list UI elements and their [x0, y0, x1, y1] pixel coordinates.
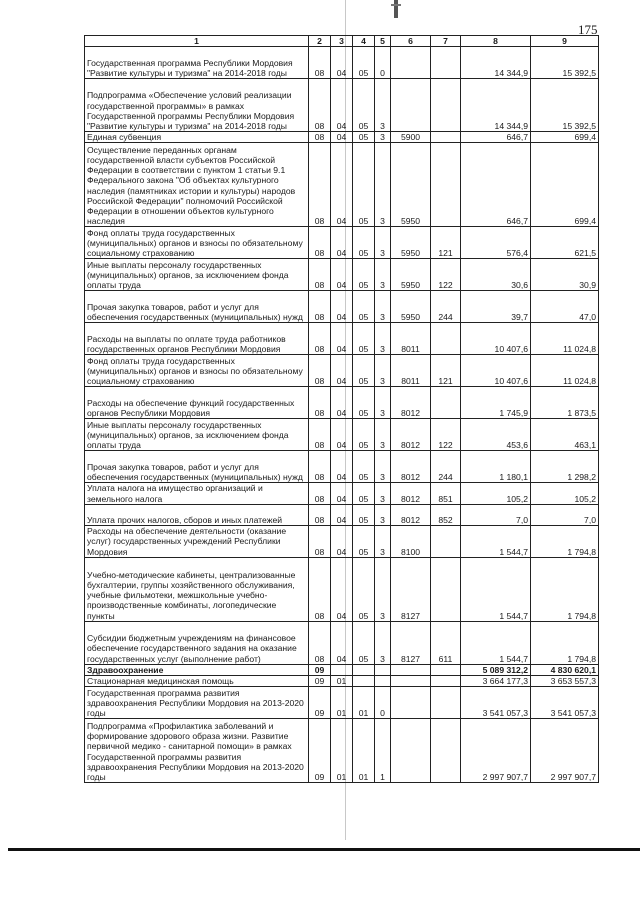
table-cell-subprogram: [375, 676, 391, 687]
table-cell-subsection: 04: [331, 323, 353, 355]
table-cell-target-article: 5900: [391, 132, 431, 143]
table-cell-name: Расходы на обеспечение функций государственных органов Республики Мордовия: [85, 387, 309, 419]
table-cell-section: 08: [309, 132, 331, 143]
table-cell-subprogram: 0: [375, 47, 391, 79]
table-cell-section: 08: [309, 557, 331, 621]
table-cell-expense-type: [431, 143, 461, 227]
table-cell-subsection: 04: [331, 525, 353, 557]
table-cell-amount-year2: 3 653 557,3: [531, 676, 599, 687]
table-cell-subsection: 01: [331, 687, 353, 719]
table-cell-amount-year1: 576,4: [461, 227, 531, 259]
table-cell-amount-year1: 10 407,6: [461, 355, 531, 387]
table-cell-subprogram: 3: [375, 227, 391, 259]
table-row: [85, 323, 599, 355]
table-cell-program: 05: [353, 259, 375, 291]
table-cell-program: 05: [353, 227, 375, 259]
table-cell-amount-year2: 699,4: [531, 143, 599, 227]
table-cell-name: Фонд оплаты труда государственных (муниципальных) органов и взносы по обязательному социальному страхованию: [85, 355, 309, 387]
table-cell-subsection: 04: [331, 259, 353, 291]
table-cell-amount-year1: 2 997 907,7: [461, 719, 531, 783]
table-cell-subsection: 04: [331, 504, 353, 525]
table-row: [85, 387, 599, 419]
table-cell-section: 08: [309, 259, 331, 291]
table-cell-amount-year2: 11 024,8: [531, 323, 599, 355]
table-cell-subsection: 04: [331, 451, 353, 483]
table-cell-subsection: 01: [331, 719, 353, 783]
table-cell-amount-year1: 1 745,9: [461, 387, 531, 419]
table-cell-section: 08: [309, 227, 331, 259]
header-cell: 5: [375, 36, 391, 47]
table-cell-name: Уплата налога на имущество организаций и земельного налога: [85, 483, 309, 504]
table-cell-amount-year1: 10 407,6: [461, 323, 531, 355]
table-cell-subsection: 04: [331, 291, 353, 323]
table-cell-amount-year2: 30,9: [531, 259, 599, 291]
table-row: [85, 259, 599, 291]
table-cell-subprogram: 3: [375, 525, 391, 557]
table-cell-expense-type: 611: [431, 621, 461, 664]
table-cell-amount-year2: 11 024,8: [531, 355, 599, 387]
table-cell-subprogram: 1: [375, 719, 391, 783]
table-cell-expense-type: 121: [431, 227, 461, 259]
table-cell-target-article: 8127: [391, 621, 431, 664]
table-row: [85, 525, 599, 557]
header-cell: 3: [331, 36, 353, 47]
header-cell: 9: [531, 36, 599, 47]
table-cell-amount-year1: 453,6: [461, 419, 531, 451]
header-cell: 1: [85, 36, 309, 47]
table-cell-subprogram: 3: [375, 557, 391, 621]
table-cell-target-article: 8011: [391, 323, 431, 355]
table-cell-expense-type: 851: [431, 483, 461, 504]
table-cell-amount-year1: 646,7: [461, 132, 531, 143]
table-row: [85, 719, 599, 783]
table-cell-section: 08: [309, 47, 331, 79]
table-cell-program: 01: [353, 687, 375, 719]
table-cell-amount-year1: 30,6: [461, 259, 531, 291]
table-cell-amount-year1: 1 180,1: [461, 451, 531, 483]
table-cell-program: 05: [353, 387, 375, 419]
header-cell: 7: [431, 36, 461, 47]
table-cell-name: Иные выплаты персоналу государственных (муниципальных) органов, за исключением фонда оплаты труда: [85, 259, 309, 291]
table-cell-section: 09: [309, 664, 331, 675]
table-row: [85, 227, 599, 259]
table-cell-name: Расходы на выплаты по оплате труда работников государственных органов Республики Мордовия: [85, 323, 309, 355]
table-cell-program: 05: [353, 557, 375, 621]
table-cell-amount-year1: 14 344,9: [461, 79, 531, 132]
table-cell-section: 08: [309, 387, 331, 419]
table-cell-target-article: 8100: [391, 525, 431, 557]
table-cell-subsection: 04: [331, 227, 353, 259]
table-cell-name: Подпрограмма «Профилактика заболеваний и формирование здорового образа жизни. Развитие первичной медико - санитарной помощи» в рамках Государственной программы развития здравоохранения Республики Мордовия на 2013-2020 годы: [85, 719, 309, 783]
table-cell-amount-year1: 1 544,7: [461, 525, 531, 557]
table-cell-name: Учебно-методические кабинеты, централизованные бухгалтерии, группы хозяйственного обслуживания, учебные фильмотеки, межшкольные учебно-производственные комбинаты, логопедические пункты: [85, 557, 309, 621]
table-cell-amount-year2: 47,0: [531, 291, 599, 323]
table-row: [85, 621, 599, 664]
page-number: 175: [578, 22, 598, 37]
table-cell-amount-year2: 2 997 907,7: [531, 719, 599, 783]
table-cell-section: 08: [309, 143, 331, 227]
table-cell-target-article: 8012: [391, 419, 431, 451]
table-cell-amount-year1: 1 544,7: [461, 621, 531, 664]
header-cell: 8: [461, 36, 531, 47]
table-cell-subsection: [331, 664, 353, 675]
table-cell-amount-year1: 3 541 057,3: [461, 687, 531, 719]
table-cell-subprogram: 3: [375, 79, 391, 132]
table-cell-section: 08: [309, 451, 331, 483]
table-cell-name: Подпрограмма «Обеспечение условий реализации государственной программы» в рамках Государственной программы Республики Мордовия "Развитие культуры и туризма" на 2014-2018 годы: [85, 79, 309, 132]
table-header-row: [85, 36, 599, 47]
table-cell-expense-type: [431, 719, 461, 783]
table-cell-program: 05: [353, 451, 375, 483]
table-cell-expense-type: 122: [431, 419, 461, 451]
table-cell-program: 01: [353, 719, 375, 783]
table-cell-subsection: 04: [331, 132, 353, 143]
table-cell-target-article: 8012: [391, 387, 431, 419]
table-cell-subprogram: 3: [375, 451, 391, 483]
table-cell-section: 08: [309, 483, 331, 504]
table-cell-subsection: 04: [331, 47, 353, 79]
table-cell-expense-type: [431, 132, 461, 143]
table-row: [85, 143, 599, 227]
table-cell-amount-year2: 15 392,5: [531, 47, 599, 79]
table-cell-section: 08: [309, 79, 331, 132]
table-cell-section: 08: [309, 525, 331, 557]
table-cell-name: Прочая закупка товаров, работ и услуг для обеспечения государственных (муниципальных) нужд: [85, 451, 309, 483]
table-cell-amount-year2: 7,0: [531, 504, 599, 525]
table-cell-program: 05: [353, 47, 375, 79]
table-cell-subsection: 04: [331, 557, 353, 621]
table-cell-expense-type: [431, 323, 461, 355]
table-row: [85, 355, 599, 387]
table-row: [85, 47, 599, 79]
table-cell-subsection: 04: [331, 355, 353, 387]
table-cell-name: Единая субвенция: [85, 132, 309, 143]
table-cell-section: 08: [309, 291, 331, 323]
table-cell-name: Прочая закупка товаров, работ и услуг для обеспечения государственных (муниципальных) нужд: [85, 291, 309, 323]
table-cell-target-article: [391, 719, 431, 783]
table-cell-expense-type: [431, 525, 461, 557]
table-cell-amount-year2: 463,1: [531, 419, 599, 451]
table-cell-expense-type: 122: [431, 259, 461, 291]
table-cell-subprogram: 3: [375, 621, 391, 664]
table-cell-expense-type: 121: [431, 355, 461, 387]
table-cell-subprogram: 3: [375, 143, 391, 227]
table-cell-section: 08: [309, 355, 331, 387]
table-cell-subprogram: 3: [375, 387, 391, 419]
table-cell-target-article: 5950: [391, 143, 431, 227]
table-cell-program: 05: [353, 355, 375, 387]
table-cell-name: Уплата прочих налогов, сборов и иных платежей: [85, 504, 309, 525]
table-cell-name: Осуществление переданных органам государственной власти субъектов Российской Федерации в соответствии с пунктом 1 статьи 9.1 Федерального закона "Об объектах культурного наследия (памятниках истории и культуры) народов Российской Федерации" полномочий Российской Федерации в отношении объектов культурного наследия: [85, 143, 309, 227]
table-cell-subprogram: [375, 664, 391, 675]
table-cell-subprogram: 3: [375, 323, 391, 355]
table-row: [85, 504, 599, 525]
table-cell-section: 08: [309, 621, 331, 664]
table-cell-subprogram: 3: [375, 291, 391, 323]
table-cell-amount-year1: 7,0: [461, 504, 531, 525]
table-cell-amount-year1: 646,7: [461, 143, 531, 227]
table-cell-program: 05: [353, 419, 375, 451]
table-cell-subsection: 04: [331, 483, 353, 504]
table-cell-amount-year2: 105,2: [531, 483, 599, 504]
binding-mark: [394, 0, 398, 18]
table-row: [85, 419, 599, 451]
table-cell-name: Фонд оплаты труда государственных (муниципальных) органов и взносы по обязательному социальному страхованию: [85, 227, 309, 259]
table-cell-subsection: 01: [331, 676, 353, 687]
table-cell-subsection: 04: [331, 79, 353, 132]
table-cell-amount-year2: 3 541 057,3: [531, 687, 599, 719]
table-cell-section: 09: [309, 687, 331, 719]
table-row: [85, 291, 599, 323]
binding-mark-tick: [391, 4, 401, 6]
table-cell-subprogram: 3: [375, 132, 391, 143]
table-cell-expense-type: [431, 387, 461, 419]
table-cell-expense-type: [431, 676, 461, 687]
table-cell-amount-year1: 1 544,7: [461, 557, 531, 621]
table-cell-subsection: 04: [331, 419, 353, 451]
table-cell-program: 05: [353, 132, 375, 143]
table-row: [85, 664, 599, 675]
table-cell-target-article: 8012: [391, 483, 431, 504]
table-cell-subprogram: 3: [375, 483, 391, 504]
table-cell-amount-year1: 39,7: [461, 291, 531, 323]
table-cell-expense-type: 244: [431, 291, 461, 323]
table-cell-subprogram: 3: [375, 355, 391, 387]
table-cell-program: 05: [353, 143, 375, 227]
table-cell-amount-year2: 699,4: [531, 132, 599, 143]
table-cell-subsection: 04: [331, 621, 353, 664]
table-cell-program: 05: [353, 323, 375, 355]
table-cell-expense-type: 244: [431, 451, 461, 483]
table-cell-program: 05: [353, 504, 375, 525]
table-cell-expense-type: [431, 687, 461, 719]
table-cell-amount-year1: 105,2: [461, 483, 531, 504]
table-cell-program: [353, 664, 375, 675]
header-cell: 2: [309, 36, 331, 47]
table-cell-amount-year2: 1 794,8: [531, 621, 599, 664]
table-cell-name: Иные выплаты персоналу государственных (муниципальных) органов, за исключением фонда оплаты труда: [85, 419, 309, 451]
table-cell-program: 05: [353, 291, 375, 323]
table-row: [85, 483, 599, 504]
table-cell-program: [353, 676, 375, 687]
table-cell-target-article: 5950: [391, 291, 431, 323]
table-cell-target-article: [391, 664, 431, 675]
table-cell-amount-year2: 4 830 620,1: [531, 664, 599, 675]
table-cell-expense-type: 852: [431, 504, 461, 525]
table-cell-expense-type: [431, 664, 461, 675]
table-row: [85, 79, 599, 132]
table-cell-subsection: 04: [331, 387, 353, 419]
table-cell-program: 05: [353, 525, 375, 557]
table-cell-expense-type: [431, 557, 461, 621]
page-bottom-rule: [8, 848, 640, 851]
table-cell-section: 08: [309, 323, 331, 355]
budget-table: [84, 35, 599, 783]
table-row: [85, 687, 599, 719]
table-cell-amount-year1: 3 664 177,3: [461, 676, 531, 687]
table-cell-amount-year2: 1 873,5: [531, 387, 599, 419]
table-cell-subprogram: 3: [375, 259, 391, 291]
table-cell-program: 05: [353, 621, 375, 664]
table-cell-target-article: [391, 687, 431, 719]
table-cell-amount-year2: 1 794,8: [531, 557, 599, 621]
table-row: [85, 557, 599, 621]
table-cell-amount-year2: 1 794,8: [531, 525, 599, 557]
table-cell-name: Стационарная медицинская помощь: [85, 676, 309, 687]
table-cell-name: Здравоохранение: [85, 664, 309, 675]
header-cell: 4: [353, 36, 375, 47]
table-row: [85, 451, 599, 483]
table-cell-target-article: [391, 676, 431, 687]
table-cell-subprogram: 3: [375, 419, 391, 451]
table-cell-expense-type: [431, 47, 461, 79]
table-cell-target-article: 8012: [391, 451, 431, 483]
table-cell-target-article: 5950: [391, 227, 431, 259]
table-cell-target-article: 8011: [391, 355, 431, 387]
table-cell-name: Расходы на обеспечение деятельности (оказание услуг) государственных учреждений Республики Мордовия: [85, 525, 309, 557]
table-cell-program: 05: [353, 79, 375, 132]
table-cell-target-article: [391, 79, 431, 132]
table-cell-subprogram: 0: [375, 687, 391, 719]
table-cell-amount-year1: 14 344,9: [461, 47, 531, 79]
table-cell-subsection: 04: [331, 143, 353, 227]
table-cell-target-article: 8012: [391, 504, 431, 525]
table-cell-amount-year2: 15 392,5: [531, 79, 599, 132]
table-cell-amount-year2: 621,5: [531, 227, 599, 259]
table-cell-section: 08: [309, 504, 331, 525]
header-cell: 6: [391, 36, 431, 47]
table-cell-target-article: [391, 47, 431, 79]
table-cell-section: 09: [309, 676, 331, 687]
table-cell-section: 09: [309, 719, 331, 783]
table-row: [85, 132, 599, 143]
table-row: [85, 676, 599, 687]
table-cell-amount-year2: 1 298,2: [531, 451, 599, 483]
table-cell-amount-year1: 5 089 312,2: [461, 664, 531, 675]
table-cell-name: Государственная программа Республики Мордовия "Развитие культуры и туризма" на 2014-2018 годы: [85, 47, 309, 79]
table-cell-name: Государственная программа развития здравоохранения Республики Мордовия на 2013-2020 годы: [85, 687, 309, 719]
table-cell-section: 08: [309, 419, 331, 451]
table-cell-program: 05: [353, 483, 375, 504]
table-cell-target-article: 8127: [391, 557, 431, 621]
table-cell-subprogram: 3: [375, 504, 391, 525]
table-cell-expense-type: [431, 79, 461, 132]
table-cell-target-article: 5950: [391, 259, 431, 291]
table-cell-name: Субсидии бюджетным учреждениям на финансовое обеспечение государственного задания на оказание государственных услуг (выполнение работ): [85, 621, 309, 664]
